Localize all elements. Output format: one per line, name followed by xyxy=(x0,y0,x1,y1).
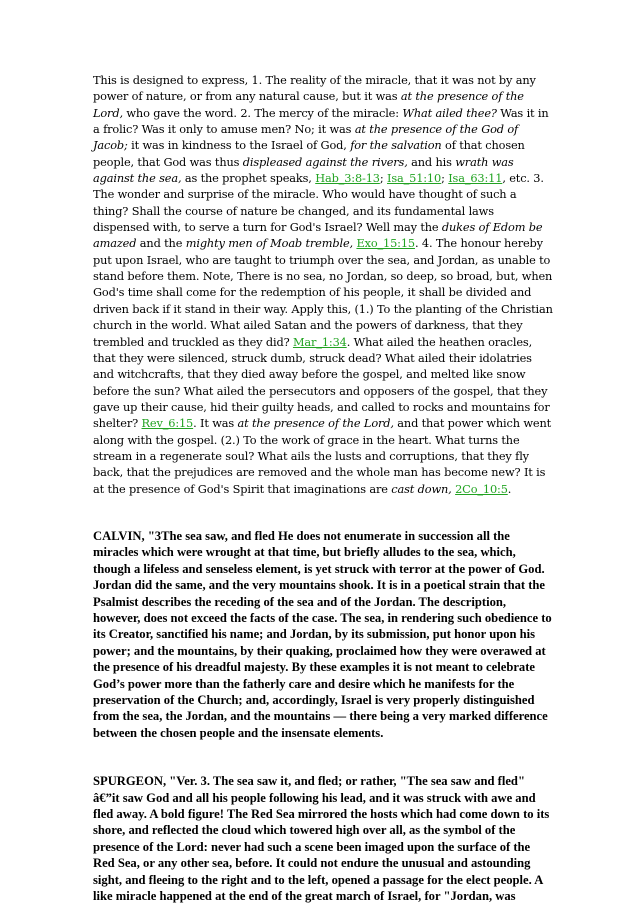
scripture-reference-link[interactable]: 2Co_10:5 xyxy=(455,481,508,496)
body-text: as the prophet speaks, xyxy=(181,171,316,186)
body-text: Was it in a frolic? Was it only to amuse men? No; it was xyxy=(93,105,549,137)
body-text: , etc. 3. The wonder and surprise of the miracle. Who would have thought of such a thing? Shall the course of nature be changed, and its fundamental laws dispensed with, to serve a turn for God's Israel? Well may the xyxy=(93,171,544,235)
emphasis-text: at the presence of the Lord, xyxy=(237,416,394,431)
body-text: . What ailed the heathen oracles, that they were silenced, struck dumb, struck dead? What ailed their idolatries and witchcrafts, that they died away before the gospel, and melted like snow before the sun? What ailed the persecutors and opposers of the gospel, that they gave up their cause, hid their guilty heads, and called to rocks and mountains for shelter? xyxy=(93,334,550,431)
emphasis-text: mighty men of Moab tremble, xyxy=(185,236,353,251)
emphasis-text: cast down, xyxy=(391,481,452,496)
body-text: and that power which went along with the gospel. (2.) To the work of grace in the heart. What turns the stream in a regenerate soul? What ails the lusts and corruptions, that they fly back, that the prejudices are removed and the whole man has become new? It is at the presence of God's Spirit that imaginations are xyxy=(93,416,552,496)
scripture-reference-link[interactable]: Hab_3:8-13 xyxy=(315,171,380,186)
body-text: ; xyxy=(379,171,387,186)
body-text: ; xyxy=(441,171,449,186)
emphasis-text: for the salvation xyxy=(350,138,442,153)
emphasis-text: displeased against the rivers, xyxy=(242,154,408,169)
body-text: who gave the word. 2. The mercy of the miracle: xyxy=(122,105,403,120)
scripture-reference-link[interactable]: Rev_6:15 xyxy=(141,416,194,431)
body-text: and the xyxy=(136,236,186,251)
scripture-reference-link[interactable]: Exo_15:15 xyxy=(356,236,415,251)
body-text: it was in kindness to the Israel of God, xyxy=(127,138,351,153)
scripture-reference-link[interactable]: Isa_63:11 xyxy=(448,171,503,186)
emphasis-text: dukes of Edom be amazed xyxy=(93,220,543,251)
henry-commentary-paragraph xyxy=(93,72,553,497)
emphasis-text: at the presence of the God of Jacob; xyxy=(93,122,519,153)
emphasis-text: at the presence of the Lord, xyxy=(93,89,524,120)
body-text: of that chosen people, that God was thus xyxy=(93,138,525,169)
emphasis-text: What ailed thee? xyxy=(402,105,497,120)
emphasis-text: wrath was against the sea, xyxy=(93,154,514,186)
scripture-reference-link[interactable]: Isa_51:10 xyxy=(386,171,442,186)
body-text: and his xyxy=(407,154,456,169)
scripture-reference-link[interactable]: Mar_1:34 xyxy=(292,334,347,349)
body-text: . 4. The honour hereby put upon Israel, who are taught to triumph over the sea, and Jordan, as unable to stand before them. Note, There is no sea, no Jordan, so deep, so broad, but, when God's time shall come for the redemption of his people, it shall be divided and driven back if it stand in their way. Apply this, (1.) To the planting of the Christian church in the world. What ailed Satan and the powers of darkness, that they trembled and truckled as they did? xyxy=(93,236,553,349)
body-text: . xyxy=(507,481,512,496)
body-text: This is designed to express, 1. The reality of the miracle, that it was not by any power of nature, or from any natural cause, but it was xyxy=(93,73,536,104)
document-page xyxy=(93,72,553,904)
spurgeon-commentary-paragraph: SPURGEON, "Ver. 3. The sea saw it, and fled; or rather, "The sea saw and fled" â€”it saw God and all his people following his lead, and it was struck with awe and fled away. A bold figure! The Red Sea mirrored the hosts which had come down to its shore, and reflected the cloud which towered high over all, as the symbol of the presence of the Lord: never had such a scene been imaged upon the surface of the Red Sea, or any other sea, before. It could not endure the unusual and astounding sight, and fleeing to the right and to the left, opened a passage for the elect people. A like miracle happened at the end of the great march of Israel, for "Jordan, was xyxy=(93,774,550,904)
calvin-commentary-paragraph: CALVIN, "3The sea saw, and fled He does not enumerate in succession all the miracles which were wrought at that time, but briefly alludes to the sea, which, though a lifeless and senseless element, is yet struck with terror at the power of God. Jordan did the same, and the very mountains shook. It is in a poetical strain that the Psalmist describes the receding of the sea and of the Jordan. The description, however, does not exceed the facts of the case. The sea, in rendering such obedience to its Creator, sanctified his name; and Jordan, by its submission, put honor upon his power; and the mountains, by their quaking, proclaimed how they were overawed at the presence of his dreadful majesty. By these examples it is not meant to celebrate God’s power more than the fatherly care and desire which he manifests for the preservation of the Church; and, accordingly, Israel is very properly distinguished from the sea, the Jordan, and the mountains — there being a very marked difference between the chosen people and the insensate elements. xyxy=(93,528,552,740)
body-text: . It was xyxy=(193,416,238,431)
